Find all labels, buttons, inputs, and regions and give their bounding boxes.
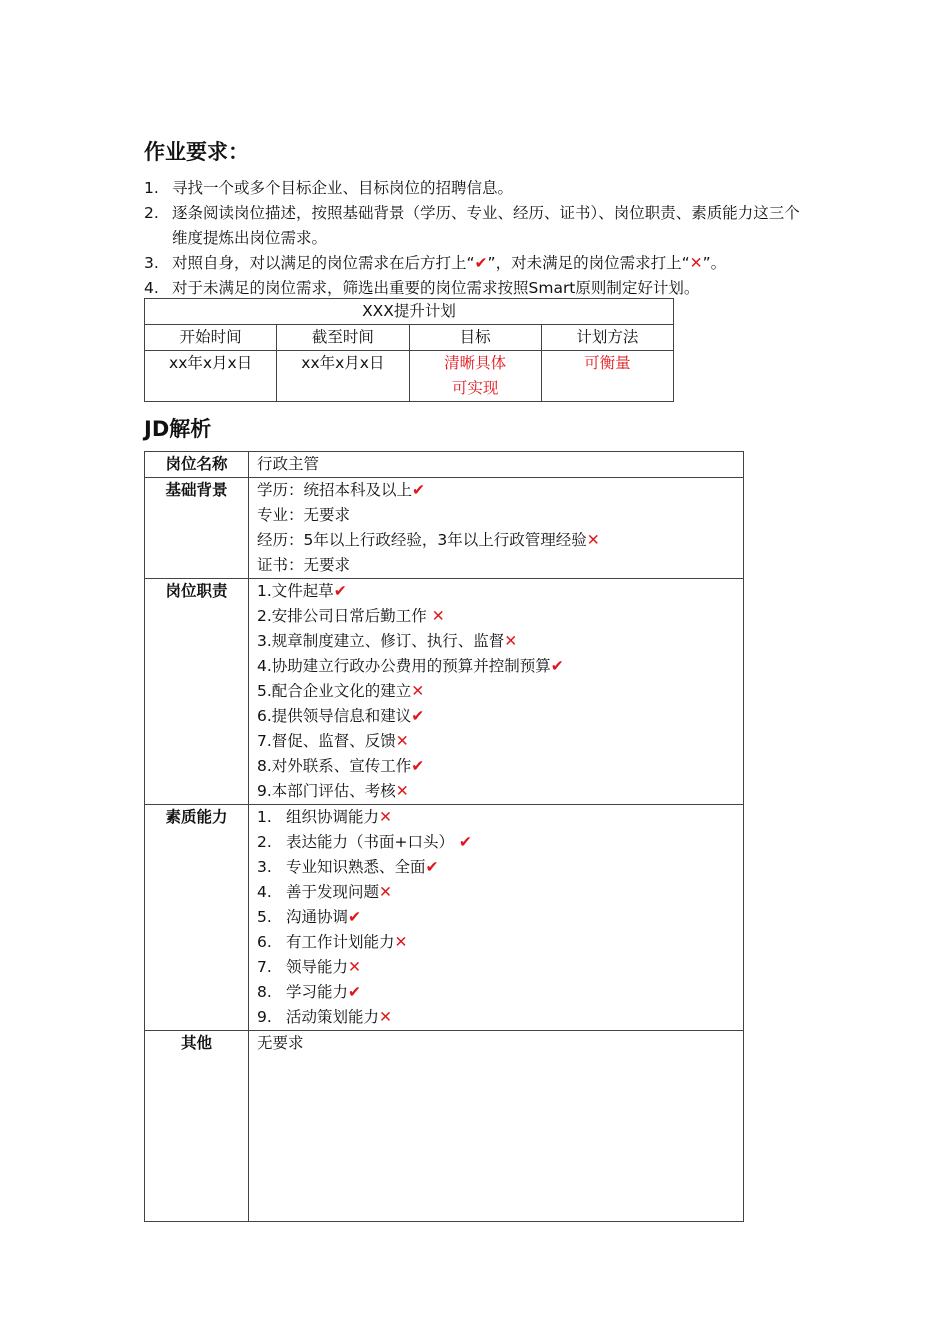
duty-item bbox=[257, 629, 743, 654]
item-text: 经历：5年以上行政经验，3年以上行政管理经验 bbox=[257, 531, 587, 549]
item-number: 4. bbox=[144, 279, 159, 297]
ability-item bbox=[257, 880, 743, 905]
check-mark-icon: ✔ bbox=[348, 908, 362, 926]
item-number: 1. bbox=[257, 808, 272, 826]
abilities-cell bbox=[249, 805, 744, 1031]
cross-mark-icon: ✕ bbox=[431, 607, 445, 625]
goal-line: 清晰具体 bbox=[444, 354, 507, 372]
item-number: 3. bbox=[144, 254, 159, 272]
background-item bbox=[257, 503, 743, 528]
duty-item bbox=[257, 654, 743, 679]
item-text: 2.安排公司日常后勤工作 bbox=[257, 607, 432, 625]
item-text: 专业：无要求 bbox=[257, 506, 351, 524]
other-value: 无要求 bbox=[249, 1031, 744, 1222]
duty-item bbox=[257, 704, 743, 729]
ability-item bbox=[257, 855, 743, 880]
item-text: 逐条阅读岗位描述，按照基础背景（学历、专业、经历、证书）、岗位职责、素质能力这三个维度提炼出岗位需求。 bbox=[172, 204, 800, 247]
cross-mark-icon: ✕ bbox=[394, 933, 408, 951]
item-text: 专业知识熟悉、全面 bbox=[286, 858, 426, 876]
header-method: 计划方法 bbox=[541, 325, 673, 351]
header-start-time: 开始时间 bbox=[145, 325, 277, 351]
cell-goal bbox=[409, 351, 541, 402]
cell-method: 可衡量 bbox=[541, 351, 673, 402]
row-label-other: 其他 bbox=[145, 1031, 249, 1222]
row-label-duties: 岗位职责 bbox=[145, 579, 249, 805]
item-text: 学习能力 bbox=[286, 983, 349, 1001]
item-text: 7.督促、监督、反馈 bbox=[257, 732, 396, 750]
item-number: 2. bbox=[144, 204, 159, 222]
ability-item bbox=[257, 905, 743, 930]
plan-title: XXX提升计划 bbox=[145, 299, 674, 325]
item-text: 沟通协调 bbox=[286, 908, 349, 926]
header-end-time: 截至时间 bbox=[277, 325, 409, 351]
check-mark-icon: ✔ bbox=[425, 858, 439, 876]
ability-item bbox=[257, 805, 743, 830]
item-text: 9.本部门评估、考核 bbox=[257, 782, 396, 800]
item-text: 有工作计划能力 bbox=[286, 933, 395, 951]
jd-analysis-table bbox=[144, 451, 744, 1222]
cell-end-time: xx年x月x日 bbox=[277, 351, 409, 402]
ability-item bbox=[257, 930, 743, 955]
row-label-position: 岗位名称 bbox=[145, 452, 249, 478]
item-text: 善于发现问题 bbox=[286, 883, 380, 901]
duty-item bbox=[257, 779, 743, 804]
duty-item bbox=[257, 579, 743, 604]
item-text: 组织协调能力 bbox=[286, 808, 380, 826]
cross-mark-icon: ✕ bbox=[586, 531, 600, 549]
item-text: 领导能力 bbox=[286, 958, 349, 976]
item-text: 学历：统招本科及以上 bbox=[257, 481, 413, 499]
item-text: 寻找一个或多个目标企业、目标岗位的招聘信息。 bbox=[172, 179, 514, 197]
check-mark-icon: ✔ bbox=[550, 657, 564, 675]
cross-mark-icon: ✕ bbox=[411, 682, 425, 700]
duty-item bbox=[257, 679, 743, 704]
check-mark-icon: ✔ bbox=[411, 707, 425, 725]
cross-mark-icon: ✕ bbox=[504, 632, 518, 650]
check-mark-icon: ✔ bbox=[412, 481, 426, 499]
background-item bbox=[257, 478, 743, 503]
item-text: 8.对外联系、宣传工作 bbox=[257, 757, 412, 775]
item-number: 5. bbox=[257, 908, 272, 926]
requirement-item bbox=[144, 176, 814, 201]
item-text: 活动策划能力 bbox=[286, 1008, 380, 1026]
cross-mark-icon: ✕ bbox=[395, 732, 409, 750]
item-text: 对于未满足的岗位需求，筛选出重要的岗位需求按照Smart原则制定好计划。 bbox=[172, 279, 700, 297]
duty-item bbox=[257, 604, 743, 629]
item-text: 6.提供领导信息和建议 bbox=[257, 707, 412, 725]
item-text: 4.协助建立行政办公费用的预算并控制预算 bbox=[257, 657, 551, 675]
item-text: 表达能力（书面+口头） bbox=[286, 833, 459, 851]
cross-mark-icon: ✕ bbox=[379, 808, 393, 826]
item-text: 证书：无要求 bbox=[257, 556, 351, 574]
row-label-abilities: 素质能力 bbox=[145, 805, 249, 1031]
background-cell bbox=[249, 478, 744, 579]
ability-item bbox=[257, 830, 743, 855]
duty-item bbox=[257, 729, 743, 754]
item-text: ”。 bbox=[702, 254, 727, 272]
background-item bbox=[257, 528, 743, 553]
position-value: 行政主管 bbox=[249, 452, 744, 478]
header-goal: 目标 bbox=[409, 325, 541, 351]
cell-start-time: xx年x月x日 bbox=[145, 351, 277, 402]
item-number: 1. bbox=[144, 179, 159, 197]
item-number: 7. bbox=[257, 958, 272, 976]
improvement-plan-table bbox=[144, 298, 674, 402]
cross-mark-icon: ✕ bbox=[395, 782, 409, 800]
ability-item bbox=[257, 1005, 743, 1030]
jd-analysis-heading: JD解析 bbox=[144, 417, 212, 441]
ability-item bbox=[257, 955, 743, 980]
item-text: 对照自身，对以满足的岗位需求在后方打上“ bbox=[172, 254, 475, 272]
requirements-list bbox=[144, 176, 814, 301]
check-mark-icon: ✔ bbox=[333, 582, 347, 600]
item-number: 4. bbox=[257, 883, 272, 901]
check-mark-icon: ✔ bbox=[474, 254, 488, 272]
duty-item bbox=[257, 754, 743, 779]
item-number: 8. bbox=[257, 983, 272, 1001]
assignment-requirements-heading: 作业要求： bbox=[144, 140, 249, 164]
item-number: 9. bbox=[257, 1008, 272, 1026]
cross-mark-icon: ✕ bbox=[348, 958, 362, 976]
background-item bbox=[257, 553, 743, 578]
item-number: 6. bbox=[257, 933, 272, 951]
duties-cell bbox=[249, 579, 744, 805]
cross-mark-icon: ✕ bbox=[379, 883, 393, 901]
item-text: ”，对未满足的岗位需求打上“ bbox=[487, 254, 690, 272]
item-number: 2. bbox=[257, 833, 272, 851]
requirement-item bbox=[144, 251, 814, 276]
cross-mark-icon: ✕ bbox=[379, 1008, 393, 1026]
requirement-item bbox=[144, 201, 814, 251]
check-mark-icon: ✔ bbox=[348, 983, 362, 1001]
cross-mark-icon: ✕ bbox=[689, 254, 703, 272]
check-mark-icon: ✔ bbox=[411, 757, 425, 775]
item-text: 3.规章制度建立、修订、执行、监督 bbox=[257, 632, 505, 650]
check-mark-icon: ✔ bbox=[458, 833, 472, 851]
item-text: 1.文件起草 bbox=[257, 582, 334, 600]
goal-line: 可实现 bbox=[451, 379, 499, 397]
item-number: 3. bbox=[257, 858, 272, 876]
row-label-background: 基础背景 bbox=[145, 478, 249, 579]
ability-item bbox=[257, 980, 743, 1005]
item-text: 5.配合企业文化的建立 bbox=[257, 682, 412, 700]
